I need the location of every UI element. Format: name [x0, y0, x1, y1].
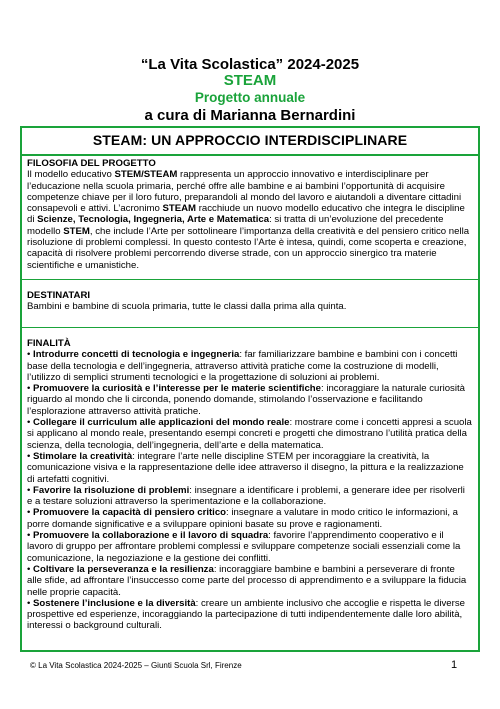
item-heading: Promuovere la capacità di pensiero critico: [33, 507, 227, 519]
item-heading: Coltivare la perseveranza e la resilienza: [33, 563, 214, 575]
section-title: FINALITÀ: [27, 338, 71, 349]
bold-run: Scienze, Tecnologia, Ingegneria, Arte e Matematica: [37, 214, 270, 226]
item-text: : favorire l’apprendimento cooperativo e il lavoro di gruppo per affrontare problemi complessi e sviluppare competenze sociali essenziali come la comunicazione, la negoziazione e la gestione dei conflitti.: [27, 530, 461, 564]
project-subtitle: Progetto annuale: [194, 90, 306, 105]
author-line: a cura di Marianna Bernardini: [144, 107, 356, 124]
text-run: Il modello educativo: [27, 169, 115, 181]
bold-run: STEAM: [162, 203, 197, 215]
item-text: : far familiarizzare bambine e bambini con i concetti base della tecnologia e dell’ingegneria, attraverso attività pratiche come la costruzione di modelli, l’utilizzo di semplici strumenti tecnologici e la progettazione di soluzioni ai problemi.: [27, 349, 458, 383]
list-item: • Stimolare la creatività: integrare l’arte nelle discipline STEM per incoraggiare la creatività, la comunicazione visiva e la rappresentazione delle idee attraverso il disegno, la pittura e la realizzazione di artefatti cognitivi.: [27, 450, 464, 485]
list-item: • Promuovere la curiosità e l’interesse per le materie scientifiche: incoraggiare la naturale curiosità riguardo al mondo che li circonda, ponendo domande, stimolando l’osservazione e facilitando l’esplorazione attraverso attività pratiche.: [27, 383, 465, 417]
item-text: : incoraggiare bambine e bambini a perseverare di fronte alle sfide, ad affrontare l’insuccesso come parte del processo di apprendimento e a sviluppare la fiducia nelle proprie capacità.: [27, 563, 467, 598]
list-item: • Favorire la risoluzione di problemi: insegnare a identificare i problemi, a generare idee per risolverli e a testare soluzioni attraverso la sperimentazione e la collaborazione.: [27, 484, 465, 508]
text-run: rappresenta un approccio innovativo e interdisciplinare per l’educazione nella scuola primaria, perché offre alle bambine e ai bambini l’opportunità di acquisire competenze chiave per il loro futuro, preparandoli al mondo del lavoro e aiutandoli a diventare cittadini consapevoli e attivi. L’acronimo: [27, 169, 462, 215]
text-run: , che include l’Arte per sottolineare l’importanza della creatività e del pensiero critico nella risoluzione di problemi complessi. In questo contesto l’Arte è intesa, quindi, come scoperta e creazione, capacità di risolvere problemi percorrendo diverse strade, con un approccio sinergico tra materie scientifiche e umanistiche.: [27, 225, 470, 271]
item-heading: Sostenere l’inclusione e la diversità: [33, 597, 196, 609]
item-text: : insegnare a valutare in modo critico le informazioni, a porre domande significative e a sviluppare opinioni basate su prove e ragionamenti.: [27, 507, 459, 530]
item-text: : mostrare come i concetti appresi a scuola si applicano al mondo reale, presentando esempi concreti e progetti che dimostrano l’utilità pratica della scienza, della tecnologia, dell’ingegneria, dell’arte e della matematica.: [27, 417, 472, 451]
item-text: : insegnare a identificare i problemi, a generare idee per risolverli e a testare soluzioni attraverso la sperimentazione e la collaborazione.: [27, 484, 465, 508]
item-text: : creare un ambiente inclusivo che accoglie e rispetta le diverse prospettive ed esperienze, incoraggiando la partecipazione di tutti indipendentemente dalle loro abilità, interessi o background culturali.: [27, 597, 465, 632]
list-item: • Sostenere l’inclusione e la diversità: creare un ambiente inclusivo che accoglie e rispetta le diverse prospettive ed esperienze, incoraggiando la partecipazione di tutti indipendentemente dalle loro abilità, interessi o background culturali.: [27, 597, 465, 632]
item-heading: Stimolare la creatività: [33, 450, 133, 462]
bold-run: STEM: [63, 225, 90, 237]
item-heading: Promuovere la curiosità e l’interesse per le materie scientifiche: [33, 383, 321, 395]
section-title: FILOSOFIA DEL PROGETTO: [27, 158, 156, 169]
text-run: : si tratta di un’evoluzione del precedente modello: [27, 214, 444, 237]
content-box: [20, 126, 480, 652]
item-heading: Promuovere la collaborazione e il lavoro di squadra: [33, 530, 269, 542]
box-title: STEAM: UN APPROCCIO INTERDISCIPLINARE: [22, 128, 478, 156]
item-text: : integrare l’arte nelle discipline STEM per incoraggiare la creatività, la comunicazione visiva e la rappresentazione delle idee attraverso il disegno, la pittura e la realizzazione di artefatti cognitivi.: [27, 450, 464, 485]
text-run: racchiude un nuovo modello educativo che integra le discipline di: [27, 203, 465, 226]
magazine-title: “La Vita Scolastica” 2024-2025: [140, 56, 360, 73]
section-destinatari: [22, 280, 478, 328]
list-item: • Coltivare la perseveranza e la resilienza: incoraggiare bambine e bambini a perseverare di fronte alle sfide, ad affrontare l’insuccesso come parte del processo di apprendimento e a sviluppare la fiducia nelle proprie capacità.: [27, 563, 467, 598]
document-header: [0, 56, 500, 125]
list-item: • Introdurre concetti di tecnologia e ingegneria: far familiarizzare bambine e bambini con i concetti base della tecnologia e dell’ingegneria, attraverso attività pratiche come la costruzione di modelli, l’utilizzo di semplici strumenti tecnologici e la progettazione di soluzioni ai problemi.: [27, 349, 458, 383]
item-heading: Collegare il curriculum alle applicazioni del mondo reale: [33, 417, 290, 429]
page-number: 1: [451, 659, 458, 671]
section-title: DESTINATARI: [27, 290, 91, 301]
item-text: : incoraggiare la naturale curiosità riguardo al mondo che li circonda, ponendo domande, stimolando l’osservazione e facilitando l’esplorazione attraverso attività pratiche.: [27, 383, 465, 417]
section-finalita: [22, 328, 478, 632]
list-item: • Promuovere la collaborazione e il lavoro di squadra: favorire l’apprendimento cooperativo e il lavoro di gruppo per affrontare problemi complessi e sviluppare competenze sociali essenziali come la comunicazione, la negoziazione e la gestione dei conflitti.: [27, 530, 461, 564]
list-item: • Collegare il curriculum alle applicazioni del mondo reale: mostrare come i concetti appresi a scuola si applicano al mondo reale, presentando esempi concreti e progetti che dimostrano l’utilità pratica della scienza, della tecnologia, dell’ingegneria, dell’arte e della matematica.: [27, 417, 472, 451]
item-heading: Favorire la risoluzione di problemi: [33, 484, 190, 496]
copyright-footer: © La Vita Scolastica 2024-2025 – Giunti Scuola Srl, Firenze: [30, 661, 242, 670]
section-filosofia: [22, 156, 478, 280]
section-paragraph: Bambini e bambine di scuola primaria, tutte le classi dalla prima alla quinta.: [27, 301, 347, 313]
list-item: • Promuovere la capacità di pensiero critico: insegnare a valutare in modo critico le informazioni, a porre domande significative e a sviluppare opinioni basate su prove e ragionamenti.: [27, 507, 459, 530]
section-paragraph: [27, 169, 472, 271]
bold-run: STEM/STEAM: [114, 169, 178, 181]
project-title: STEAM: [223, 72, 277, 89]
item-heading: Introdurre concetti di tecnologia e ingegneria: [33, 349, 240, 361]
